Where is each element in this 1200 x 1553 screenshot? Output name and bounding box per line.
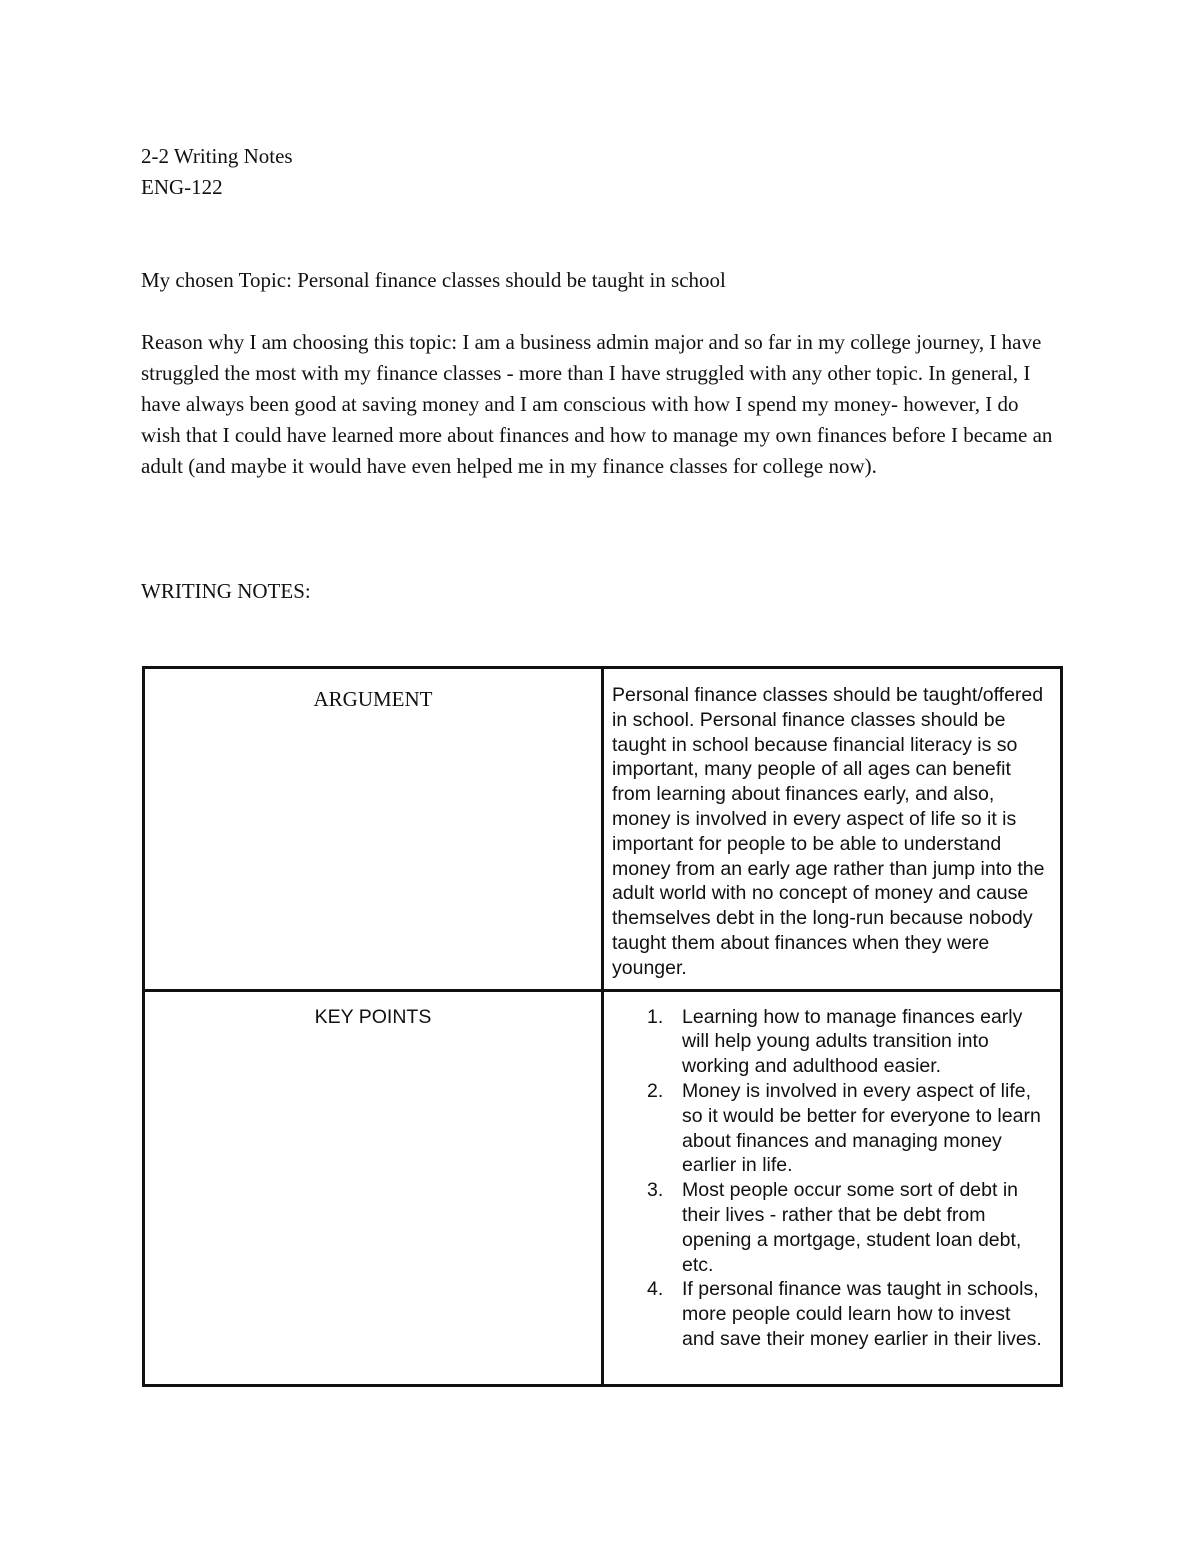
list-item-text: Most people occur some sort of debt in their lives - rather that be debt from opening a mortgage, student loan debt, etc. [682,1179,1022,1276]
list-item-number: 1. [647,1005,664,1028]
assignment-title: 2-2 Writing Notes [141,144,293,168]
list-item-text: Money is involved in every aspect of life, so it would be better for everyone to learn about finances and managing money earlier in life. [682,1079,1041,1177]
argument-row [144,668,1062,991]
list-item [647,1079,1048,1178]
topic-reason-paragraph: Reason why I am choosing this topic: I am a business admin major and so far in my college journey, I have struggled the most with my finance classes - more than I have struggled with any other topic. In general, I have always been good at saving money and I am conscious with how I spend my money- however, I do wish that I could have learned more about finances and how to manage my own finances before I became an adult (and maybe it would have even helped me in my finance classes for college now). [141,330,1053,478]
argument-label-cell [144,668,603,991]
key-points-label-cell [144,990,603,1385]
writing-notes-heading: WRITING NOTES: [141,579,311,603]
list-item-number: 4. [647,1278,664,1301]
chosen-topic: My chosen Topic: Personal finance classes should be taught in school [141,268,726,292]
list-item-number: 2. [647,1079,664,1102]
list-item [647,1005,1048,1079]
course-code: ENG-122 [141,175,223,199]
list-item [647,1178,1048,1277]
list-item-text: Learning how to manage finances early will help young adults transition into working and adulthood easier. [682,1005,1023,1078]
argument-content-cell [603,668,1062,991]
writing-notes-table [142,666,1063,1387]
argument-text: Personal finance classes should be taught/offered in school. Personal finance classes should be taught in school because financial literacy is so important, many people of all ages can benefit from learning about finances early, and also, money is involved in every aspect of life so it is important for people to be able to understand money from an early age rather than jump into the adult world with no concept of money and cause themselves debt in the long-run because nobody taught them about finances when they were younger. [612,684,1045,979]
key-points-label: KEY POINTS [314,1005,432,1028]
list-item-number: 3. [647,1179,664,1202]
argument-label: ARGUMENT [313,687,433,711]
key-points-list [604,992,1060,1362]
list-item [647,1277,1048,1351]
list-item-text: If personal finance was taught in schools, more people could learn how to invest and save their money earlier in their lives. [682,1278,1042,1350]
key-points-content-cell [603,990,1062,1385]
key-points-row [144,990,1062,1385]
